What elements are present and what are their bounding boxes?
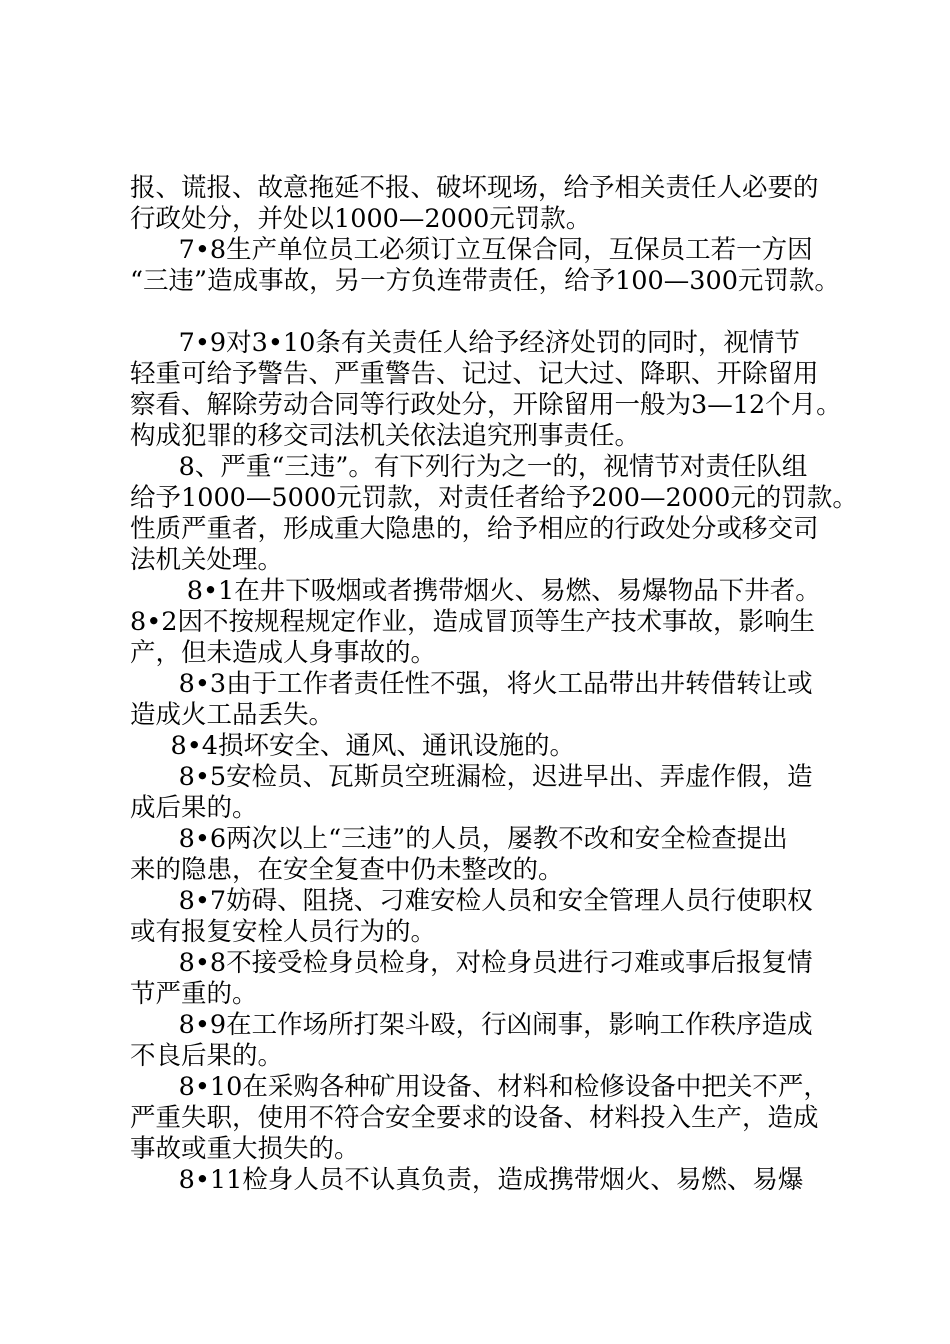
- text-line: 8•10在采购各种矿用设备、材料和检修设备中把关不严，: [130, 1072, 829, 1102]
- text-line: 报、谎报、故意拖延不报、破坏现场，给予相关责任人必要的: [130, 173, 819, 203]
- text-line: 察看、解除劳动合同等行政处分，开除留用一般为3—12个月。: [130, 390, 842, 420]
- text-line: 8、严重“三违”。有下列行为之一的，视情节对责任队组: [130, 452, 808, 482]
- text-line: 8•11检身人员不认真负责，造成携带烟火、易燃、易爆: [130, 1165, 804, 1195]
- text-line: 严重失职，使用不符合安全要求的设备、材料投入生产，造成: [130, 1103, 819, 1133]
- text-line: 7•8生产单位员工必须订立互保合同，互保员工若一方因: [130, 235, 813, 265]
- text-line: 节严重的。: [130, 979, 258, 1009]
- text-line: 性质严重者，形成重大隐患的，给予相应的行政处分或移交司: [130, 514, 819, 544]
- text-line: 事故或重大损失的。: [130, 1134, 360, 1164]
- text-line: 8•4损坏安全、通风、通讯设施的。: [130, 731, 576, 761]
- text-line: 造成火工品丢失。: [130, 700, 335, 730]
- text-line: 8•8不接受检身员检身，对检身员进行刁难或事后报复情: [130, 948, 813, 978]
- text-line: 成后果的。: [130, 793, 258, 823]
- text-line: 构成犯罪的移交司法机关依法追究刑事责任。: [130, 421, 641, 451]
- text-line: 产，但未造成人身事故的。: [130, 638, 437, 668]
- text-line: 来的隐患，在安全复查中仍未整改的。: [130, 855, 564, 885]
- text-line: 8•5安检员、瓦斯员空班漏检，迟进早出、弄虚作假，造: [130, 762, 813, 792]
- text-line: 8•9在工作场所打架斗殴，行凶闹事，影响工作秩序造成: [130, 1010, 813, 1040]
- text-line: 8•2因不按规程规定作业，造成冒顶等生产技术事故，影响生: [130, 607, 815, 637]
- text-line: 8•7妨碍、阻挠、刁难安检人员和安全管理人员行使职权: [130, 886, 813, 916]
- text-line: 不良后果的。: [130, 1041, 284, 1071]
- text-line: 给予1000—5000元罚款，对责任者给予200—2000元的罚款。: [130, 483, 858, 513]
- document-body: [130, 173, 858, 1196]
- text-line: 7•9对3•10条有关责任人给予经济处罚的同时，视情节: [130, 328, 800, 358]
- text-line: 8•6两次以上“三违”的人员，屡教不改和安全检查提出: [130, 824, 788, 854]
- text-line: 8•3由于工作者责任性不强，将火工品带出井转借转让或: [130, 669, 813, 699]
- text-line: 8•1在井下吸烟或者携带烟火、易燃、易爆物品下井者。: [130, 576, 821, 606]
- text-line: 或有报复安栓人员行为的。: [130, 917, 437, 947]
- text-line: 行政处分，并处以1000—2000元罚款。: [130, 204, 592, 234]
- text-line: “三违”造成事故，另一方负连带责任，给予100—300元罚款。: [130, 266, 840, 296]
- text-line: 法机关处理。: [130, 545, 284, 575]
- paragraph-gap: [130, 297, 850, 328]
- text-line: 轻重可给予警告、严重警告、记过、记大过、降职、开除留用: [130, 359, 819, 389]
